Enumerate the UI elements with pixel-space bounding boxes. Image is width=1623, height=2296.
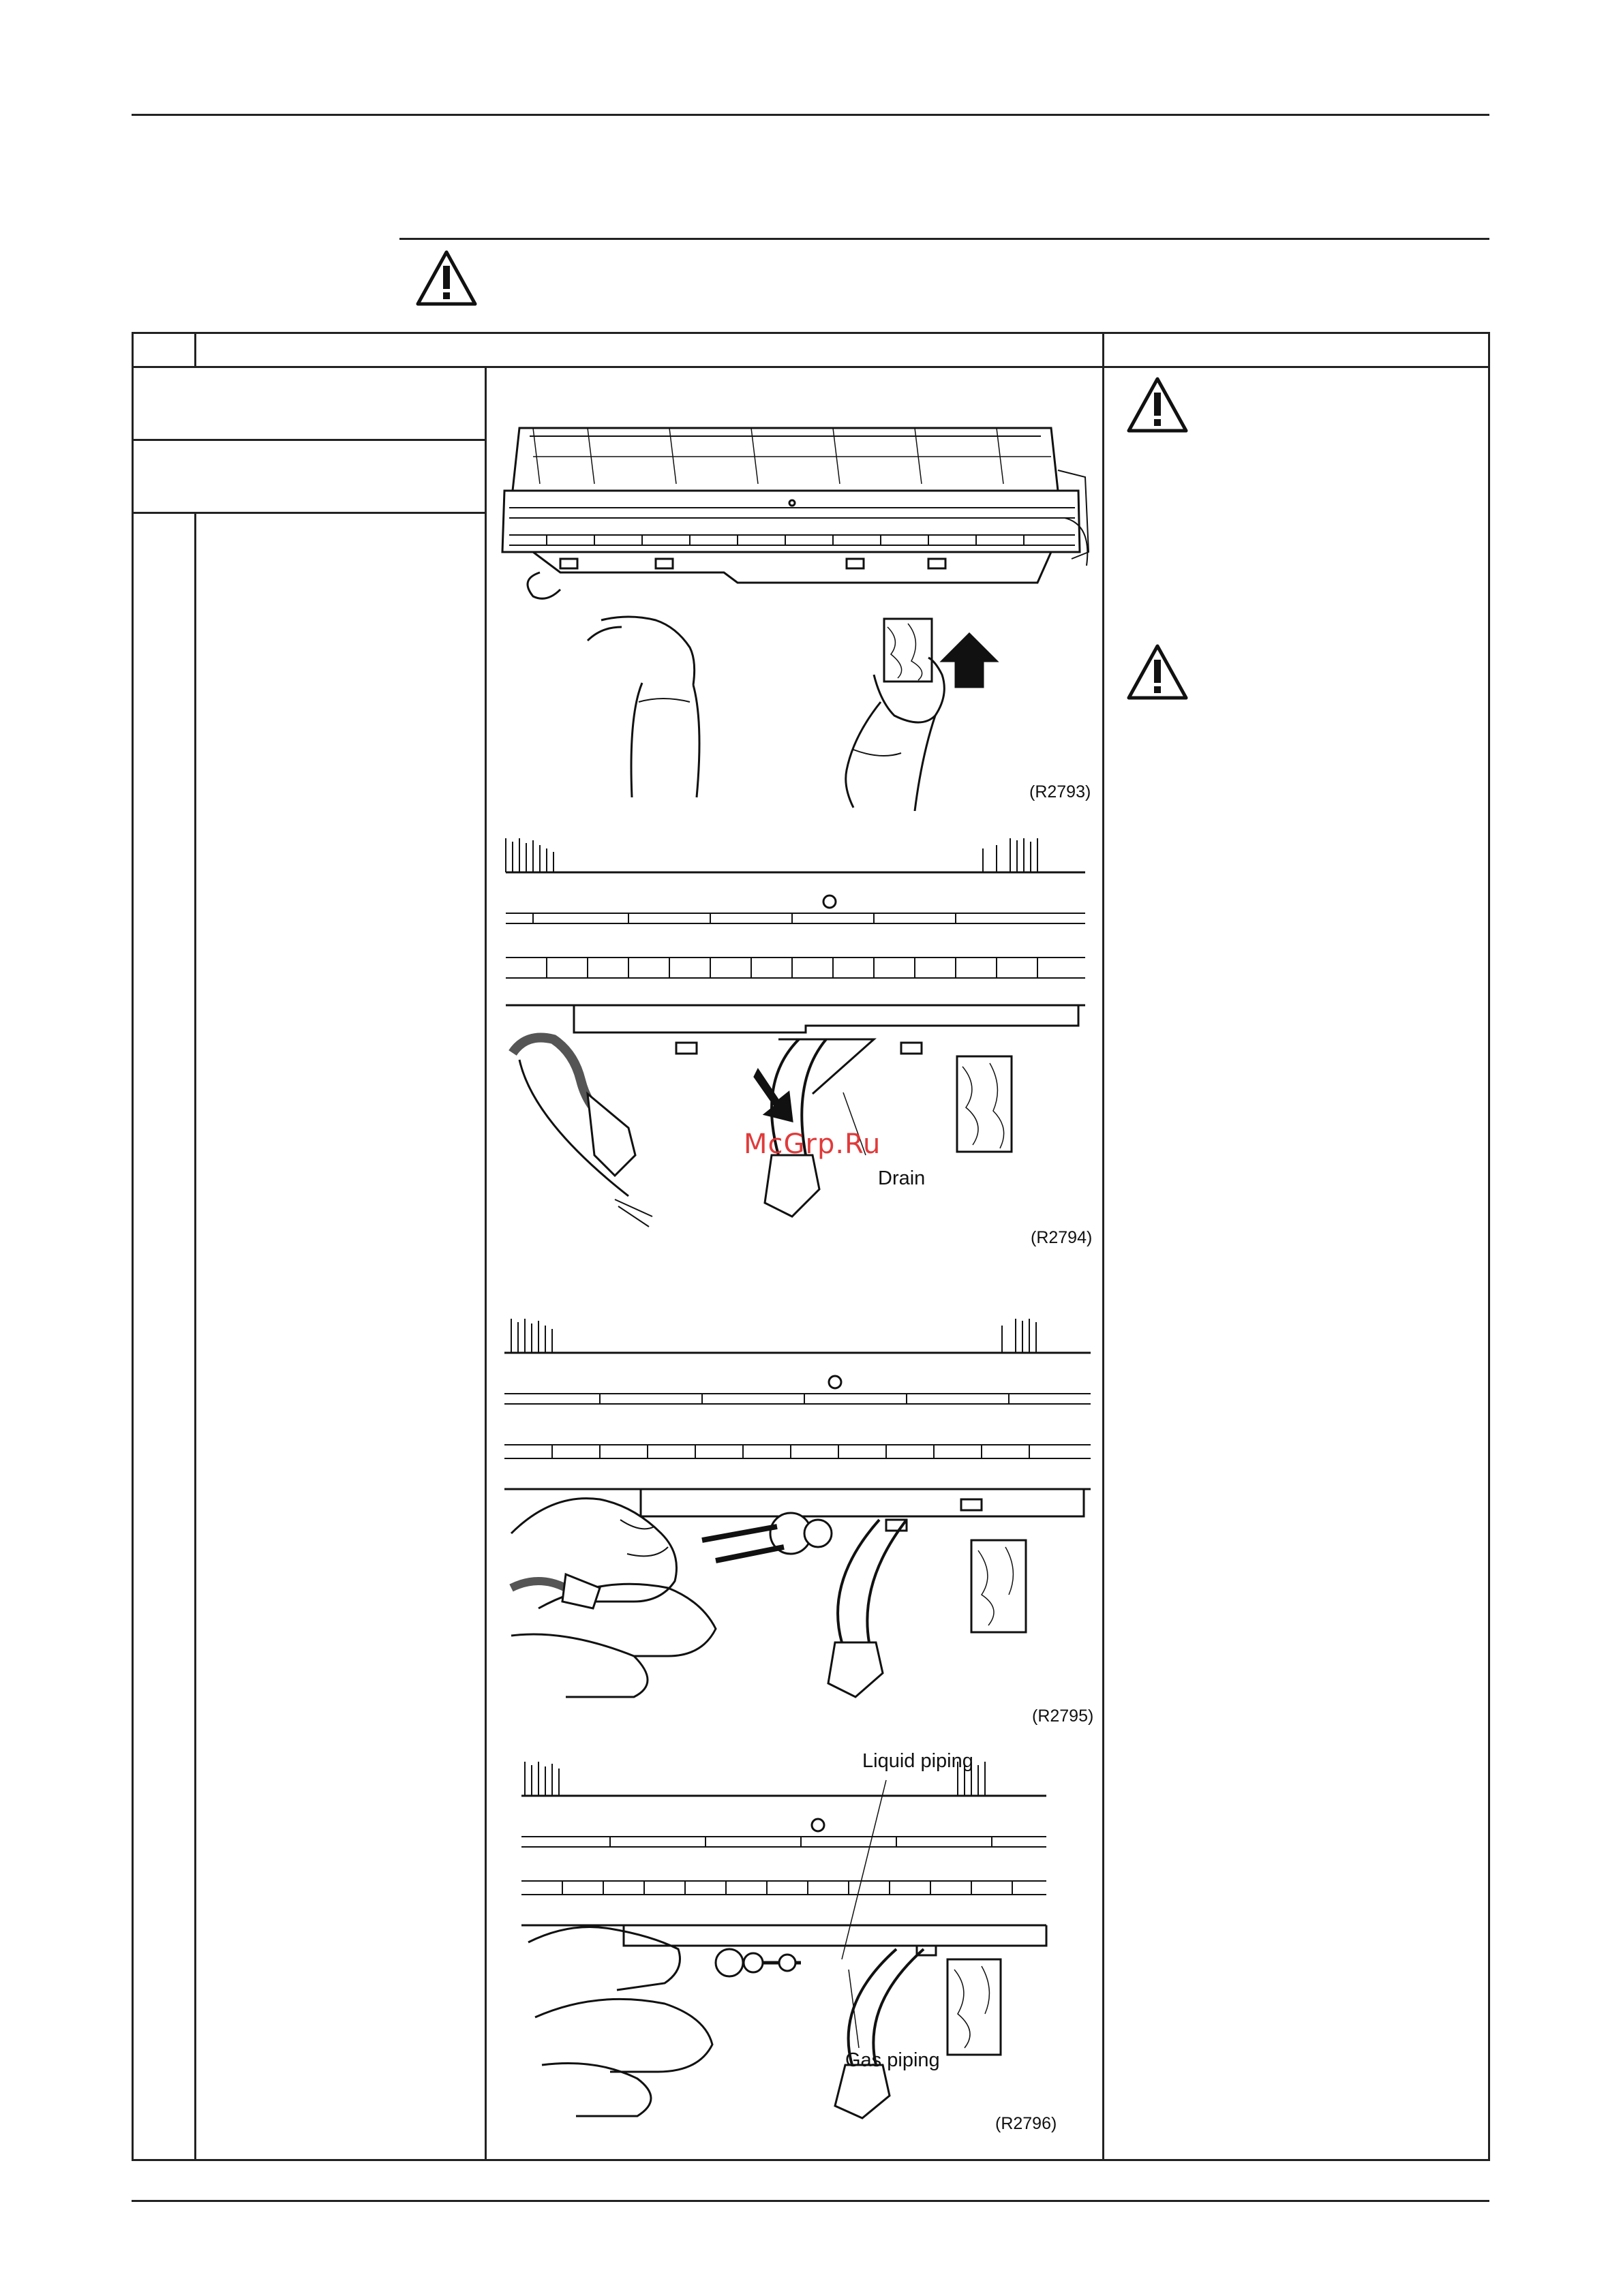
figure-wrench-disconnect — [498, 1315, 1094, 1731]
table-col-figures — [485, 366, 487, 2161]
table-row-divider-1 — [132, 439, 487, 441]
table-col-step — [194, 332, 196, 368]
table-header-divider — [132, 366, 1490, 368]
drain-label: Drain — [878, 1167, 926, 1189]
warning-triangle-icon — [1126, 643, 1189, 701]
figure-code: (R2793) — [1029, 782, 1091, 801]
table-border-top — [132, 332, 1490, 334]
warning-triangle-icon — [415, 249, 478, 307]
footer-rule — [132, 2200, 1489, 2202]
section-rule — [399, 238, 1489, 240]
figure-piping — [515, 1745, 1094, 2133]
figure-code: (R2796) — [995, 2114, 1057, 2133]
gas-piping-label: Gas piping — [845, 2049, 940, 2071]
header-rule — [132, 114, 1489, 116]
table-col-step-body — [194, 513, 196, 2161]
watermark: McGrp.Ru — [744, 1129, 881, 1160]
table-row-divider-2 — [132, 512, 487, 514]
table-border-left — [132, 332, 134, 2161]
figure-drain — [492, 835, 1092, 1251]
warning-triangle-icon — [1126, 376, 1189, 433]
figure-code: (R2794) — [1031, 1228, 1092, 1247]
liquid-piping-label: Liquid piping — [862, 1750, 973, 1772]
figure-lift-unit — [492, 416, 1092, 811]
table-col-notes — [1102, 332, 1104, 2161]
figure-code: (R2795) — [1032, 1706, 1094, 1726]
table-border-right — [1488, 332, 1490, 2161]
table-border-bottom — [132, 2159, 1490, 2161]
